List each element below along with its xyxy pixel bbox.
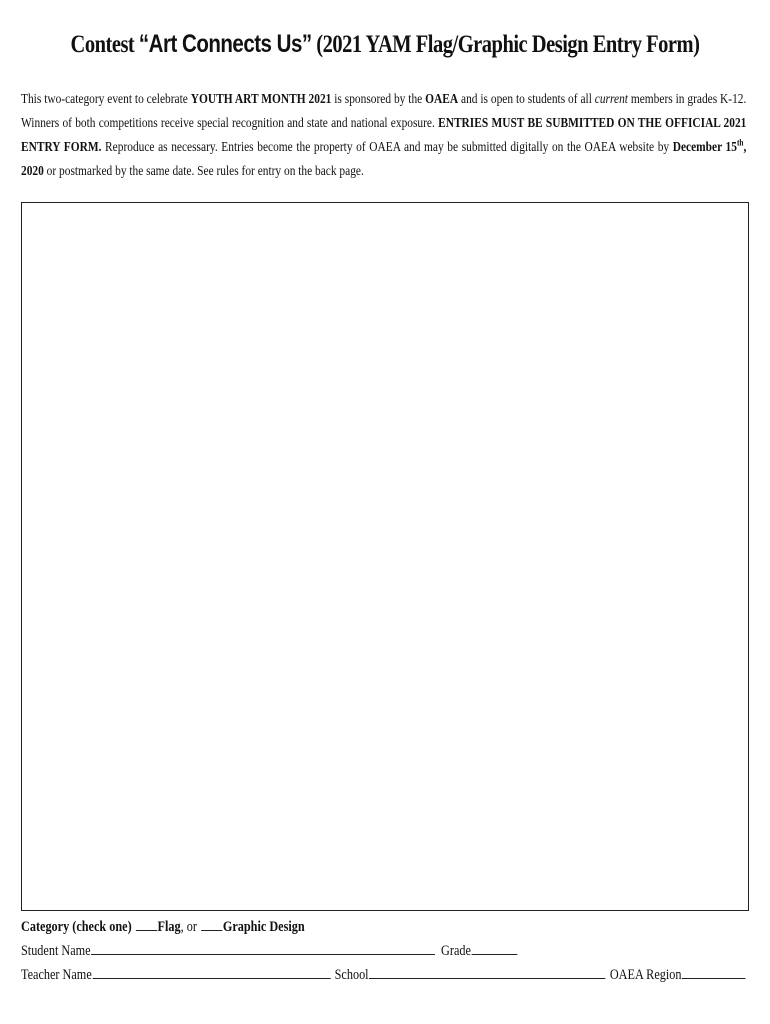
intro-text: members in grades K-12. Winners of both competitions receive special recognition and state and national exposure. — [21, 92, 747, 131]
grade-label: Grade — [441, 943, 471, 959]
intro-paragraph — [21, 88, 746, 184]
title-suffix: (2021 YAM Flag/Graphic Design Entry Form) — [311, 31, 700, 58]
intro-italic-current: current — [594, 92, 628, 107]
entry-fields — [21, 914, 746, 986]
intro-bold-entries-notice: ENTRIES MUST BE SUBMITTED ON THE OFFICIAL 2021 ENTRY FORM. — [21, 116, 747, 155]
deadline-date: December 15 — [672, 140, 737, 155]
flag-checkbox-blank[interactable] — [136, 914, 157, 931]
student-name-label: Student Name — [21, 943, 91, 959]
form-title — [69, 30, 700, 59]
intro-bold-youth-art-month: YOUTH ART MONTH 2021 — [190, 92, 332, 107]
graphic-design-checkbox-blank[interactable] — [201, 914, 222, 931]
teacher-name-field[interactable] — [93, 962, 331, 979]
deadline-ordinal: th — [736, 137, 744, 148]
category-label: Category (check one) — [21, 919, 135, 935]
graphic-design-label: Graphic Design — [222, 919, 305, 935]
deadline-year: , 2020 — [21, 140, 747, 179]
oaea-region-field[interactable] — [682, 962, 746, 979]
teacher-row — [21, 962, 746, 986]
school-label: School — [334, 967, 369, 983]
or-text: , or — [180, 919, 201, 935]
title-prefix: Contest — [70, 31, 139, 58]
intro-text: Reproduce as necessary. Entries become the property of OAEA and may be submitted digitally on the OAEA website by — [101, 140, 673, 155]
intro-text: is sponsored by the — [331, 92, 426, 107]
category-row — [21, 914, 746, 938]
artwork-drawing-area[interactable] — [21, 202, 749, 911]
school-field[interactable] — [369, 962, 605, 979]
intro-text: This two-category event to celebrate — [21, 92, 191, 107]
teacher-name-label: Teacher Name — [21, 967, 92, 983]
intro-bold-oaea: OAEA — [425, 92, 459, 107]
title-contest-name: “Art Connects Us” — [138, 30, 312, 58]
oaea-region-label: OAEA Region — [609, 967, 682, 983]
intro-text: and is open to students of all — [458, 92, 595, 107]
student-row — [21, 938, 746, 962]
flag-label: Flag — [157, 919, 181, 935]
student-name-field[interactable] — [91, 938, 435, 955]
grade-field[interactable] — [472, 938, 518, 955]
intro-text: or postmarked by the same date. See rules for entry on the back page. — [43, 164, 364, 179]
